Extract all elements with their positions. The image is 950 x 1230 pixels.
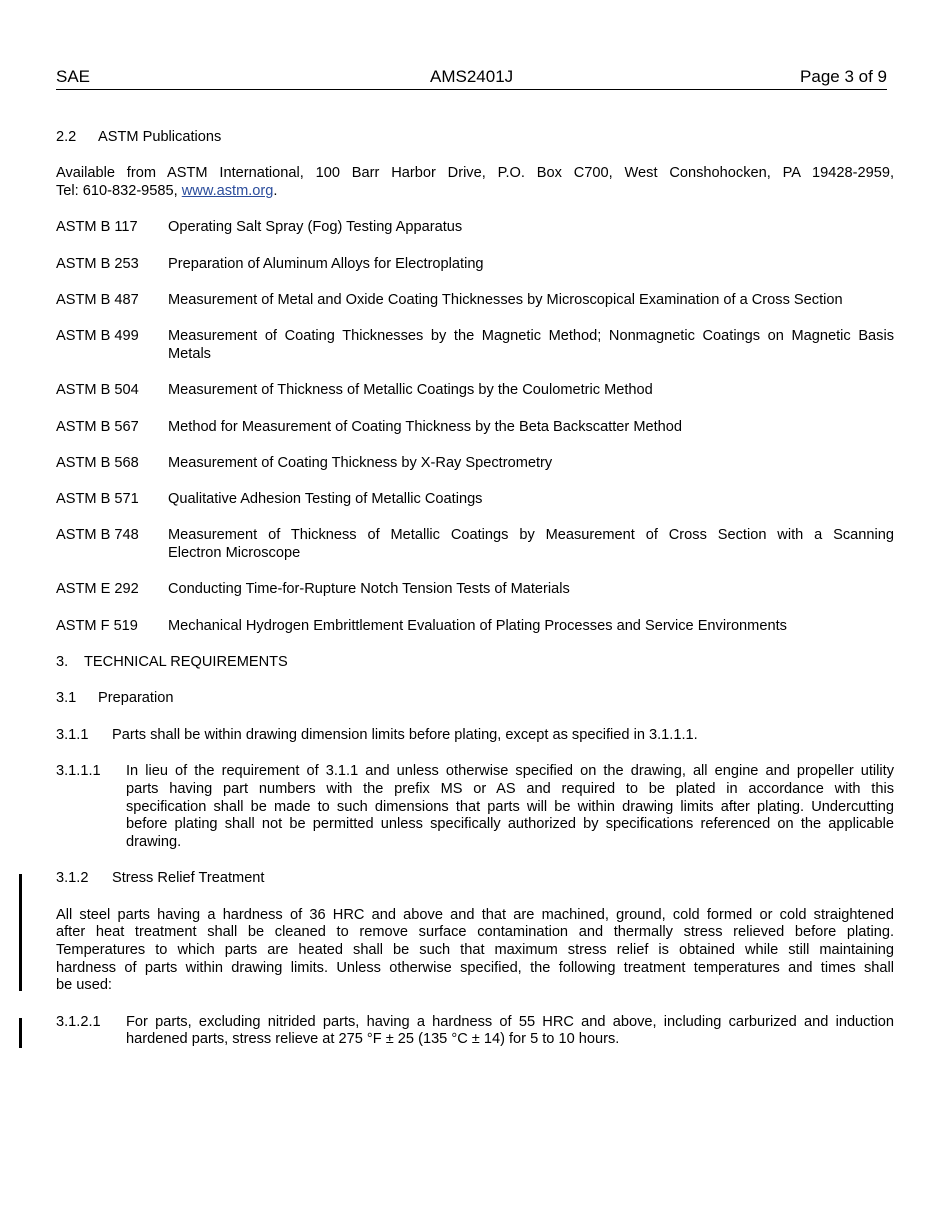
paragraph-line: For parts, excluding nitrided parts, having a hardness of 55 HRC and above, including carburized and induction — [126, 1014, 894, 1030]
astm-intro-line-2 — [56, 183, 277, 201]
ref-code: ASTM B 748 — [56, 527, 139, 543]
paragraph-line: drawing. — [126, 834, 182, 850]
section-3-1-2-number: 3.1.2 — [56, 870, 89, 886]
section-3-number: 3. — [56, 654, 69, 670]
astm-intro-period: . — [273, 183, 278, 199]
astm-intro-line-1: Available from ASTM International, 100 Barr Harbor Drive, P.O. Box C700, West Conshohocken, PA 19428-2959, — [56, 165, 894, 181]
section-3-1-number: 3.1 — [56, 690, 77, 706]
section-3-1-1-text: Parts shall be within drawing dimension limits before plating, except as specified in 3.1.1.1. — [112, 727, 698, 743]
paragraph-line: parts having part numbers with the prefix MS or AS and required to be plated in accordance with this — [126, 781, 894, 797]
paragraph-line: In lieu of the requirement of 3.1.1 and unless otherwise specified on the drawing, all engine and propeller utility — [126, 763, 894, 779]
section-2-2-title: ASTM Publications — [98, 129, 222, 145]
ref-title: Measurement of Thickness of Metallic Coatings by the Coulometric Method — [168, 382, 653, 398]
ref-title: Conducting Time-for-Rupture Notch Tension Tests of Materials — [168, 581, 570, 597]
header-doc-number: AMS2401J — [430, 67, 514, 86]
page-header — [56, 67, 887, 90]
ref-code: ASTM B 499 — [56, 328, 139, 344]
paragraph-line: All steel parts having a hardness of 36 HRC and above and that are machined, ground, cold formed or cold straightened — [56, 907, 894, 923]
ref-title-line-1: Measurement of Coating Thicknesses by the Magnetic Method; Nonmagnetic Coatings on Magnetic Basis — [168, 328, 894, 344]
ref-code: ASTM B 117 — [56, 219, 138, 235]
paragraph-line: specification shall be made to such dimensions that parts will be within drawing limits after plating. Undercutting — [126, 799, 894, 815]
header-page-number: Page 3 of 9 — [800, 67, 887, 86]
ref-title: Measurement of Coating Thickness by X-Ray Spectrometry — [168, 455, 553, 471]
paragraph-line: be used: — [56, 977, 112, 993]
ref-code: ASTM F 519 — [56, 618, 138, 634]
ref-title-line-1: Measurement of Thickness of Metallic Coatings by Measurement of Cross Section with a Scanning — [168, 527, 894, 543]
astm-website-link[interactable]: www.astm.org — [181, 183, 274, 199]
ref-code: ASTM B 567 — [56, 419, 139, 435]
ref-title: Preparation of Aluminum Alloys for Electroplating — [168, 256, 484, 272]
astm-intro-tel: Tel: 610-832-9585, — [56, 183, 182, 199]
section-3-1-2-1-number: 3.1.2.1 — [56, 1014, 101, 1030]
ref-title-line-2: Electron Microscope — [168, 545, 301, 561]
paragraph-line: after heat treatment shall be cleaned to remove surface contamination and thermally stress relieved before plating. — [56, 924, 894, 940]
ref-title: Qualitative Adhesion Testing of Metallic Coatings — [168, 491, 483, 507]
section-3-1-1-number: 3.1.1 — [56, 727, 89, 743]
ref-title: Method for Measurement of Coating Thickness by the Beta Backscatter Method — [168, 419, 683, 435]
section-3-title: TECHNICAL REQUIREMENTS — [84, 654, 288, 670]
revision-change-bar — [19, 1018, 22, 1048]
section-3-1-title: Preparation — [98, 690, 174, 706]
ref-title: Measurement of Metal and Oxide Coating Thicknesses by Microscopical Examination of a Cross Section — [168, 292, 843, 308]
ref-code: ASTM B 504 — [56, 382, 139, 398]
revision-change-bar — [19, 874, 22, 991]
paragraph-line: before plating shall not be permitted unless specifically authorized by specifications referenced on the applicable — [126, 816, 894, 832]
ref-code: ASTM B 571 — [56, 491, 139, 507]
ref-code: ASTM B 568 — [56, 455, 139, 471]
paragraph-line: Temperatures to which parts are heated shall be such that maximum stress relief is obtained while still maintaining — [56, 942, 894, 958]
section-3-1-2-title: Stress Relief Treatment — [112, 870, 265, 886]
ref-code: ASTM B 253 — [56, 256, 139, 272]
section-2-2-number: 2.2 — [56, 129, 77, 145]
ref-title: Mechanical Hydrogen Embrittlement Evaluation of Plating Processes and Service Environments — [168, 618, 787, 634]
ref-code: ASTM B 487 — [56, 292, 139, 308]
ref-title: Operating Salt Spray (Fog) Testing Apparatus — [168, 219, 463, 235]
ref-title-line-2: Metals — [168, 346, 211, 362]
paragraph-line: hardened parts, stress relieve at 275 °F ± 25 (135 °C ± 14) for 5 to 10 hours. — [126, 1031, 620, 1047]
section-3-1-1-1-number: 3.1.1.1 — [56, 763, 101, 779]
paragraph-line: hardness of parts within drawing limits. Unless otherwise specified, the following treatment temperatures and times shall — [56, 960, 894, 976]
header-org: SAE — [56, 67, 91, 86]
ref-code: ASTM E 292 — [56, 581, 139, 597]
